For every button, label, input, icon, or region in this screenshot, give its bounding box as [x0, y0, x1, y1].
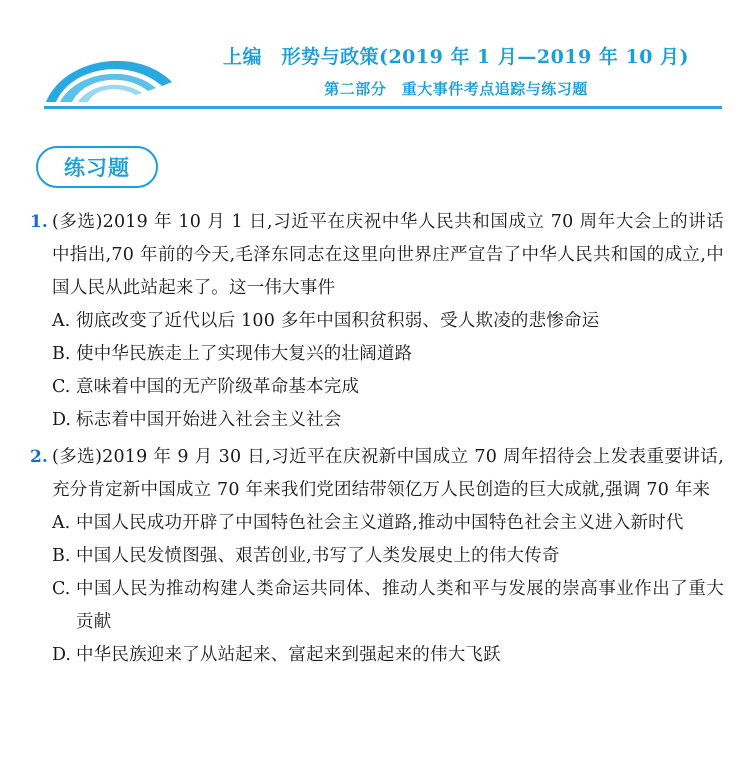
option-item[interactable]	[52, 573, 724, 639]
page-subtitle: 第二部分 重大事件考点追踪与练习题	[324, 79, 588, 98]
question-item	[30, 206, 724, 437]
header-text-block	[190, 44, 722, 99]
question-stem: (多选)2019 年 9 月 30 日,习近平在庆祝新中国成立 70 周年招待会上发表重要讲话,充分肯定新中国成立 70 年来我们党团结带领亿万人民创造的巨大成就,强调 70 年来	[52, 447, 724, 500]
option-text: 使中华民族走上了实现伟大复兴的壮阔道路	[76, 344, 413, 364]
question-options	[52, 507, 724, 672]
option-text: 中国人民成功开辟了中国特色社会主义道路,推动中国特色社会主义进入新时代	[76, 513, 684, 533]
option-item[interactable]	[52, 540, 724, 573]
option-item[interactable]	[52, 507, 724, 540]
page-title: 上编 形势与政策(2019 年 1 月—2019 年 10 月)	[222, 46, 690, 68]
section-badge-label: 练习题	[64, 156, 130, 180]
questions-container	[30, 206, 724, 676]
option-letter: B.	[52, 344, 71, 364]
option-text: 中国人民发愤图强、艰苦创业,书写了人类发展史上的伟大传奇	[76, 546, 560, 566]
page-header	[0, 0, 748, 112]
option-letter: D.	[52, 410, 71, 430]
question-stem: (多选)2019 年 10 月 1 日,习近平在庆祝中华人民共和国成立 70 周年大会上的讲话中指出,70 年前的今天,毛泽东同志在这里向世界庄严宣告了中华人民共和国的成立,中国人民从此站起来了。这一伟大事件	[52, 212, 724, 298]
option-letter: D.	[52, 645, 71, 665]
option-letter: A.	[52, 311, 71, 331]
question-item	[30, 441, 724, 672]
option-item[interactable]	[52, 639, 724, 672]
option-text: 中国人民为推动构建人类命运共同体、推动人类和平与发展的崇高事业作出了重大贡献	[76, 579, 724, 632]
option-letter: C.	[52, 579, 71, 599]
section-badge	[36, 146, 158, 188]
question-stem-row	[30, 441, 724, 507]
option-item[interactable]	[52, 338, 724, 371]
option-text: 中华民族迎来了从站起来、富起来到强起来的伟大飞跃	[76, 645, 501, 665]
option-letter: A.	[52, 513, 71, 533]
header-divider	[44, 106, 722, 109]
question-number: 2.	[30, 447, 48, 467]
option-item[interactable]	[52, 404, 724, 437]
option-letter: C.	[52, 377, 71, 397]
option-text: 意味着中国的无产阶级革命基本完成	[76, 377, 360, 397]
option-text: 彻底改变了近代以后 100 多年中国积贫积弱、受人欺凌的悲惨命运	[76, 311, 600, 331]
question-number: 1.	[30, 212, 48, 232]
option-item[interactable]	[52, 305, 724, 338]
question-stem-row	[30, 206, 724, 305]
swoosh-logo-icon	[44, 52, 176, 104]
option-letter: B.	[52, 546, 71, 566]
option-item[interactable]	[52, 371, 724, 404]
option-text: 标志着中国开始进入社会主义社会	[76, 410, 342, 430]
question-options	[52, 305, 724, 437]
